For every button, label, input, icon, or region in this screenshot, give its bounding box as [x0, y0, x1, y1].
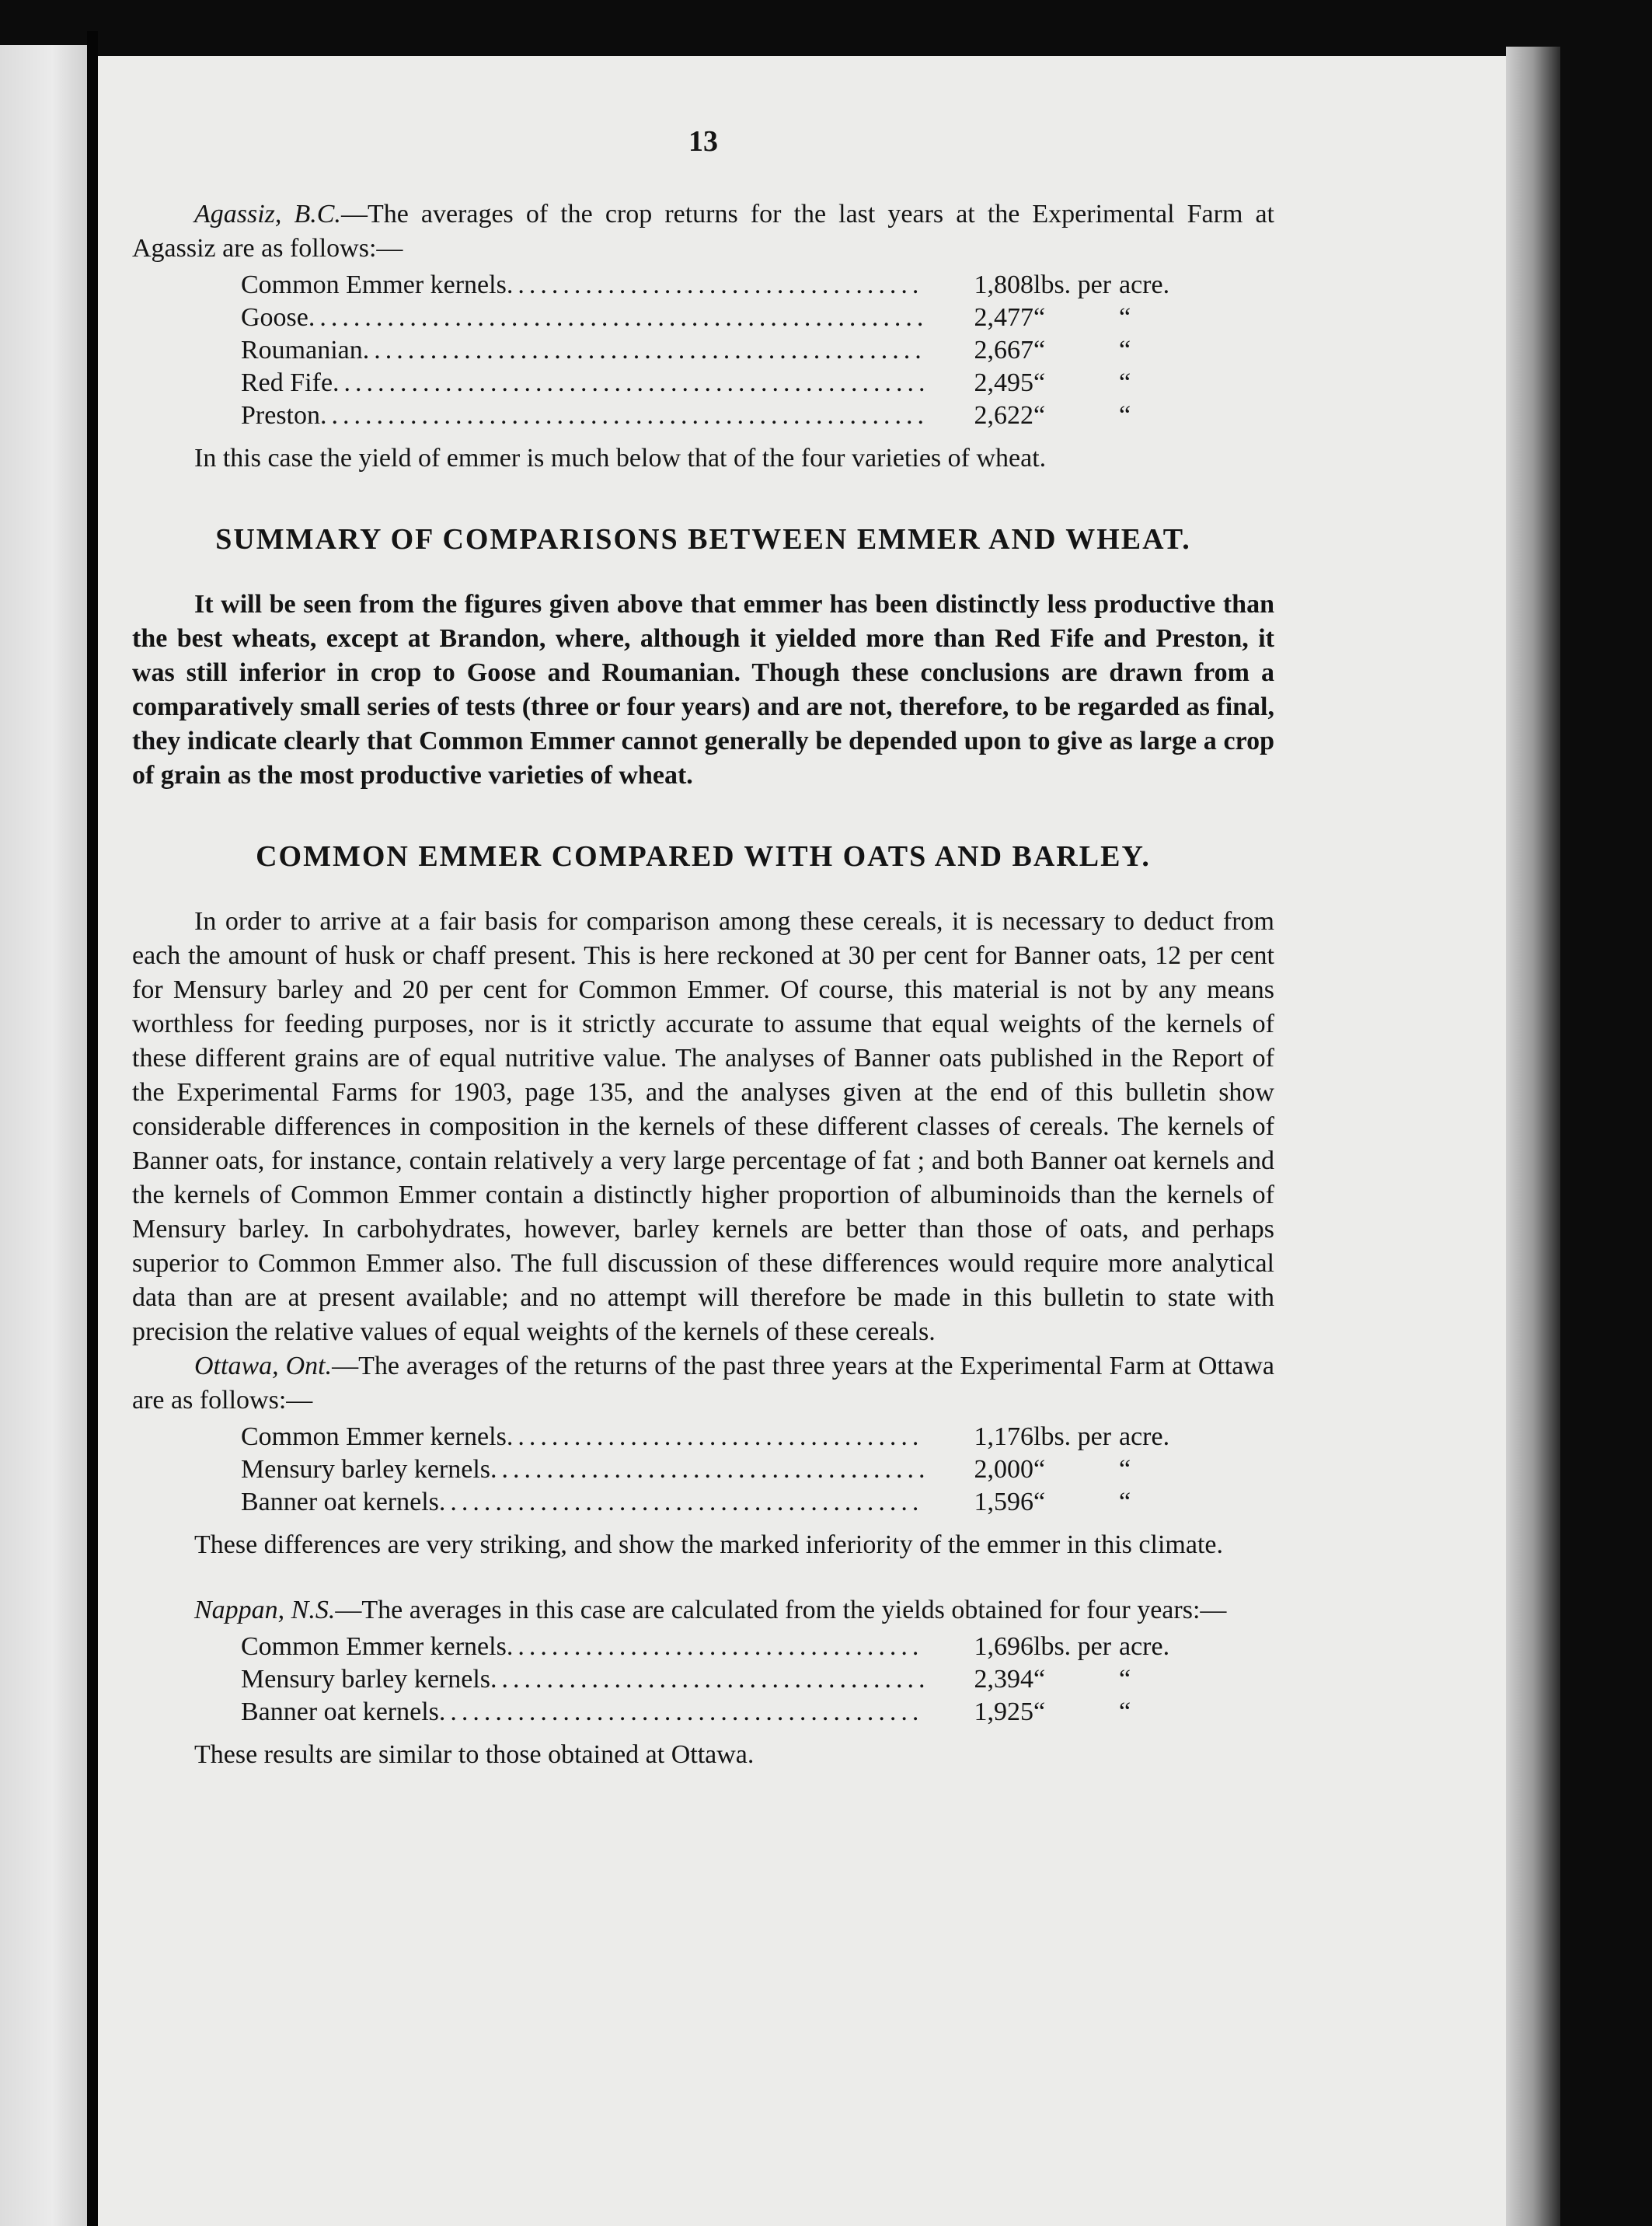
yield-value: 2,495	[974, 368, 1033, 397]
intro-text: —The averages in this case are calculated from the yields obtained for four years:—	[335, 1596, 1227, 1624]
yield-unit-area: “	[1119, 303, 1131, 332]
yield-row	[241, 1696, 1204, 1729]
yield-value: 1,696	[974, 1632, 1033, 1661]
yield-unit-area: “	[1119, 1697, 1131, 1726]
dot-leader	[490, 1453, 925, 1486]
page-number: 13	[688, 125, 718, 158]
yield-unit-area: “	[1119, 1665, 1131, 1694]
place-name: Ottawa, Ont.	[194, 1352, 333, 1380]
nappan-conclusion: These results are similar to those obtained at Ottawa.	[194, 1740, 755, 1769]
yield-label: Common Emmer kernels	[241, 270, 507, 299]
yield-label-cell	[241, 302, 940, 334]
yield-unit-area: acre.	[1119, 1422, 1170, 1451]
yield-label-leader	[241, 1486, 925, 1519]
yield-row	[241, 1663, 1204, 1696]
agassiz-intro	[132, 197, 1274, 266]
dot-leader	[333, 367, 925, 399]
yield-unit: “	[1033, 401, 1046, 430]
yield-value: 2,477	[974, 303, 1033, 332]
dot-leader	[363, 334, 925, 367]
yield-value: 2,000	[974, 1455, 1033, 1484]
yield-unit: “	[1033, 1488, 1046, 1516]
yield-row	[241, 1486, 1204, 1519]
yield-label-cell	[241, 269, 940, 302]
yield-label-leader	[241, 1663, 925, 1696]
yield-row	[241, 367, 1204, 399]
yield-value: 2,394	[974, 1665, 1033, 1694]
yield-label: Mensury barley kernels	[241, 1455, 491, 1484]
yield-unit-area: “	[1119, 336, 1131, 365]
yield-unit: “	[1033, 1455, 1046, 1484]
dot-leader	[320, 399, 925, 432]
yield-unit-area: acre.	[1119, 1632, 1170, 1661]
yield-value: 1,925	[974, 1697, 1033, 1726]
summary-paragraph: It will be seen from the figures given above that emmer has been distinctly less productive than the best wheats, except at Brandon, where, although it yielded more than Red Fife and Preston, it was still inferior in crop to Goose and Roumanian. Though these conclusions are drawn from a comparatively small series of tests (three or four years) and are not, therefore, to be regarded as final, they indicate clearly that Common Emmer cannot generally be depended upon to give as large a crop of grain as the most productive varieties of wheat.	[132, 590, 1274, 790]
yield-label-leader	[241, 269, 925, 302]
agassiz-yield-table	[241, 269, 1204, 432]
yield-unit-area: “	[1119, 1488, 1131, 1516]
dot-leader	[490, 1663, 925, 1696]
agassiz-rows	[241, 269, 1204, 432]
nappan-intro	[132, 1593, 1274, 1628]
yield-label-leader	[241, 1631, 925, 1663]
yield-label-cell	[241, 1421, 940, 1453]
yield-row	[241, 302, 1204, 334]
yield-label: Common Emmer kernels	[241, 1422, 507, 1451]
yield-row	[241, 1453, 1204, 1486]
yield-unit: “	[1033, 368, 1046, 397]
yield-row	[241, 1421, 1204, 1453]
book-gutter	[87, 31, 98, 2226]
yield-unit: “	[1033, 1665, 1046, 1694]
nappan-yield-table	[241, 1631, 1204, 1729]
yield-label-cell	[241, 367, 940, 399]
yield-label-cell	[241, 1696, 940, 1729]
oats-barley-paragraph: In order to arrive at a fair basis for comparison among these cereals, it is necessary to deduct from each the amount of husk or chaff present. This is here reckoned at 30 per cent for Banner oats, 12 per cent for Mensury barley and 20 per cent for Common Emmer. Of course, this material is not by any means worthless for feeding purposes, nor is it strictly accurate to assume that equal weights of the kernels of these different grains are of equal nutritive value. The analyses of Banner oats published in the Report of the Experimental Farms for 1903, page 135, and the analyses given at the end of this bulletin show considerable differences in composition in the kernels of these different classes of cereals. The kernels of Banner oats, for instance, contain relatively a very large percentage of fat ; and both Banner oat kernels and the kernels of Common Emmer contain a distinctly higher proportion of albuminoids than the kernels of Mensury barley. In carbohydrates, however, barley kernels are better than those of oats, and perhaps superior to Common Emmer also. The full discussion of these differences would require more analytical data than are at present available; and no attempt will therefore be made in this bulletin to state with precision the relative values of equal weights of the kernels of these cereals.	[132, 907, 1274, 1346]
yield-unit: “	[1033, 336, 1046, 365]
yield-value: 1,808	[974, 270, 1033, 299]
summary-heading: SUMMARY OF COMPARISONS BETWEEN EMMER AND WHEAT.	[215, 523, 1191, 556]
page-edge-right	[1506, 47, 1560, 2226]
place-name: Agassiz, B.C.	[194, 200, 341, 229]
yield-value: 2,667	[974, 336, 1033, 365]
page-content	[132, 124, 1274, 1772]
yield-label-cell	[241, 1663, 940, 1696]
agassiz-conclusion: In this case the yield of emmer is much below that of the four varieties of wheat.	[194, 444, 1047, 473]
intro-text: —The averages of the returns of the past three years at the Experimental Farm at Ottawa are as follows:—	[132, 1352, 1275, 1415]
yield-label-cell	[241, 1453, 940, 1486]
yield-unit: lbs. per	[1033, 1632, 1112, 1661]
facing-page-edge	[0, 45, 87, 2226]
ottawa-rows	[241, 1421, 1204, 1519]
yield-row	[241, 334, 1204, 367]
place-name: Nappan, N.S.	[194, 1596, 336, 1624]
yield-unit-area: acre.	[1119, 270, 1170, 299]
yield-label: Mensury barley kernels	[241, 1665, 491, 1694]
yield-label-leader	[241, 399, 925, 432]
yield-unit: “	[1033, 303, 1046, 332]
yield-label: Banner oat kernels	[241, 1697, 439, 1726]
yield-row	[241, 399, 1204, 432]
yield-label-leader	[241, 1453, 925, 1486]
yield-value: 1,596	[974, 1488, 1033, 1516]
yield-label: Banner oat kernels	[241, 1488, 439, 1516]
yield-label-leader	[241, 1421, 925, 1453]
yield-unit: lbs. per	[1033, 270, 1112, 299]
yield-label-cell	[241, 1631, 940, 1663]
yield-label: Roumanian	[241, 336, 363, 365]
yield-unit: “	[1033, 1697, 1046, 1726]
yield-label: Red Fife	[241, 368, 333, 397]
yield-label: Preston	[241, 401, 320, 430]
yield-row	[241, 1631, 1204, 1663]
dot-leader	[507, 1631, 925, 1663]
yield-label-leader	[241, 367, 925, 399]
yield-label-cell	[241, 399, 940, 432]
yield-label: Common Emmer kernels	[241, 1632, 507, 1661]
dot-leader	[439, 1486, 925, 1519]
yield-label-leader	[241, 302, 925, 334]
yield-unit-area: “	[1119, 368, 1131, 397]
yield-label-leader	[241, 1696, 925, 1729]
dot-leader	[507, 1421, 925, 1453]
oats-barley-heading: COMMON EMMER COMPARED WITH OATS AND BARLEY.	[256, 840, 1151, 873]
yield-unit-area: “	[1119, 401, 1131, 430]
yield-label-leader	[241, 334, 925, 367]
yield-unit-area: “	[1119, 1455, 1131, 1484]
ottawa-conclusion: These differences are very striking, and show the marked inferiority of the emmer in this climate.	[194, 1530, 1223, 1559]
ottawa-yield-table	[241, 1421, 1204, 1519]
yield-value: 2,622	[974, 401, 1033, 430]
yield-value: 1,176	[974, 1422, 1033, 1451]
ottawa-intro	[132, 1349, 1274, 1418]
nappan-rows	[241, 1631, 1204, 1729]
dot-leader	[439, 1696, 925, 1729]
yield-label-cell	[241, 1486, 940, 1519]
dot-leader	[308, 302, 925, 334]
dot-leader	[507, 269, 925, 302]
intro-text: —The averages of the crop returns for the last years at the Experimental Farm at Agassiz are as follows:—	[132, 200, 1275, 263]
yield-row	[241, 269, 1204, 302]
yield-label: Goose	[241, 303, 308, 332]
yield-label-cell	[241, 334, 940, 367]
yield-unit: lbs. per	[1033, 1422, 1112, 1451]
